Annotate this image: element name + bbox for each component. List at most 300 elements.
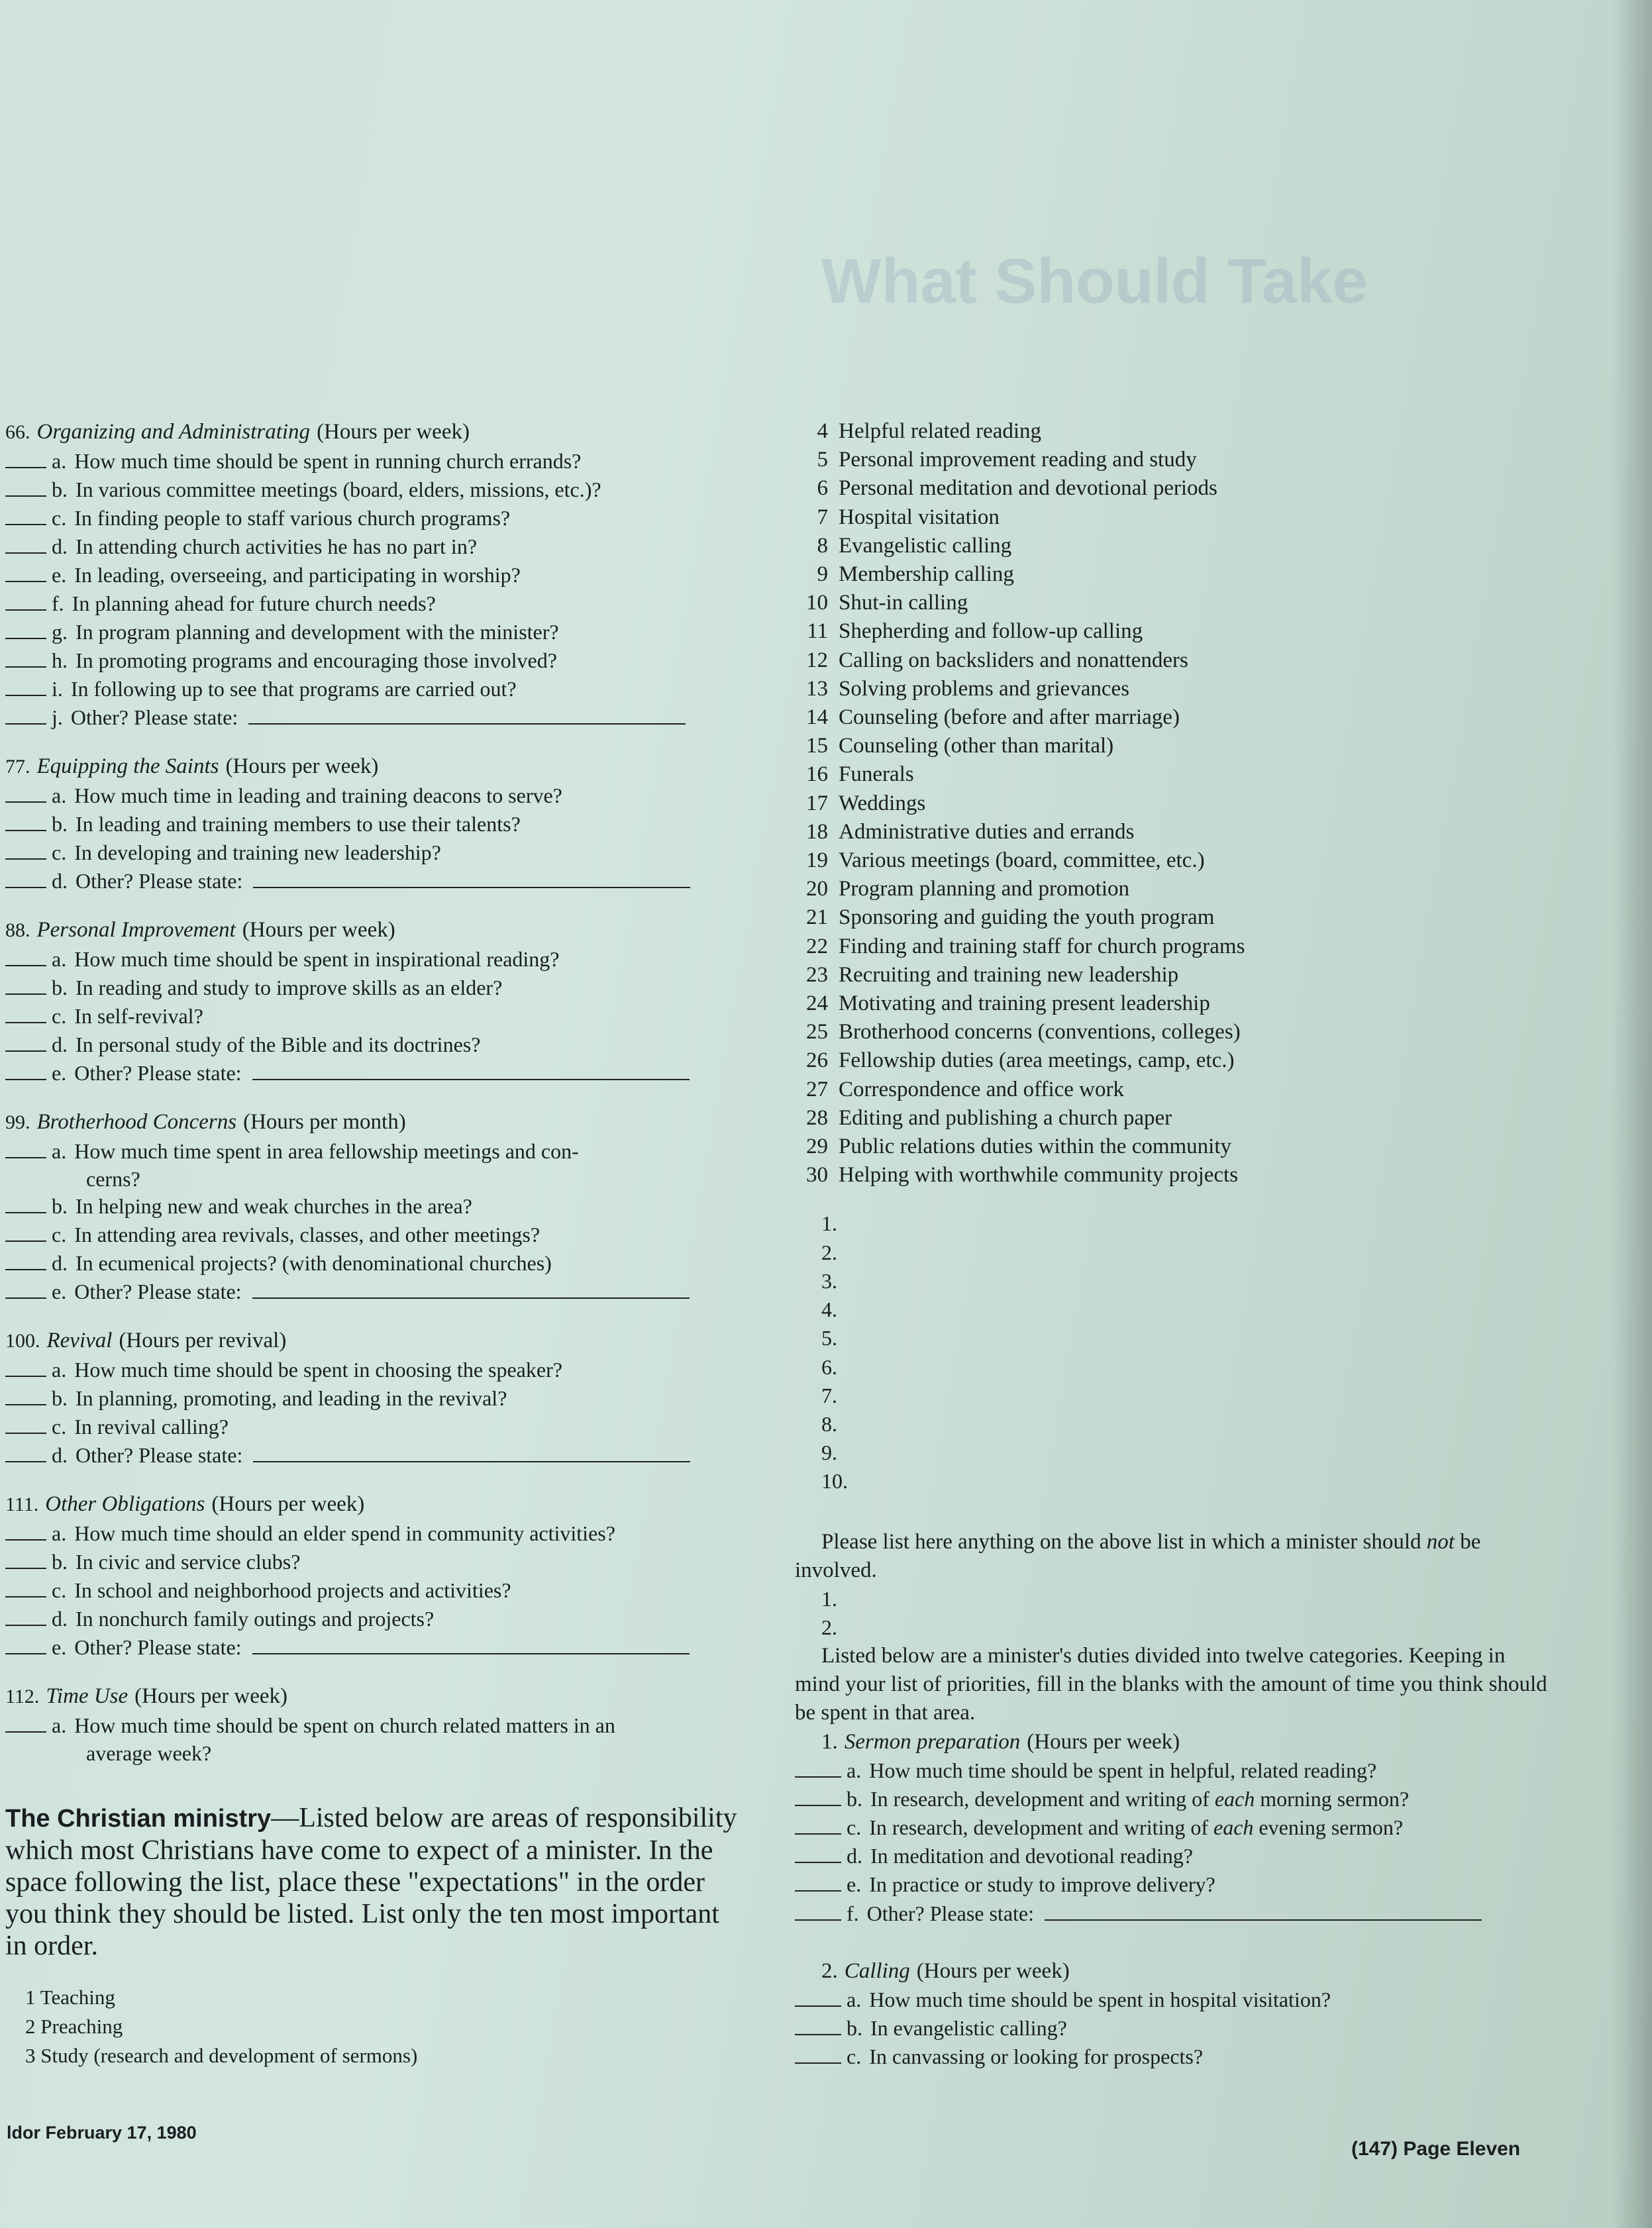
ranking-slot[interactable]: 1. — [821, 1211, 837, 1236]
list-text: Counseling (other than marital) — [839, 734, 1114, 758]
question-item — [5, 1249, 741, 1278]
question-number: 66. — [5, 421, 30, 443]
answer-blank[interactable] — [795, 1861, 841, 1863]
question-heading — [5, 1107, 741, 1137]
answer-blank[interactable] — [5, 694, 46, 696]
answer-blank[interactable] — [5, 637, 46, 639]
question-unit: (Hours per revival) — [119, 1329, 287, 1352]
answer-blank[interactable] — [5, 1539, 46, 1541]
question-item — [5, 1137, 741, 1166]
ranked-item: 1 Teaching — [25, 1986, 115, 2009]
answer-blank[interactable] — [5, 993, 46, 995]
item-letter: d. — [52, 534, 68, 558]
item-text: In reading and study to improve skills as an elder? — [76, 976, 503, 999]
list-item — [795, 1104, 1557, 1133]
item-letter: b. — [52, 1194, 68, 1218]
item-text: In finding people to staff various church programs? — [74, 506, 511, 530]
list-number: 10 — [806, 591, 828, 615]
item-text: In planning ahead for future church needs? — [72, 591, 436, 615]
answer-blank[interactable] — [5, 964, 46, 966]
item-text: In canvassing or looking for prospects? — [869, 2045, 1204, 2069]
list-item — [795, 560, 1557, 589]
item-text: How much time should be spent in helpful, related reading? — [869, 1758, 1377, 1782]
list-item — [795, 417, 1557, 446]
ministry-intro — [5, 1802, 741, 1962]
section-heading — [795, 1727, 1557, 1756]
ranking-slot[interactable]: 7. — [821, 1383, 837, 1407]
item-letter: e. — [52, 1061, 67, 1085]
list-item — [795, 818, 1557, 846]
item-text: In research, development and writing of — [869, 1815, 1214, 1839]
question-heading — [5, 1682, 741, 1711]
item-text: In attending church activities he has no part in? — [76, 534, 478, 558]
question-item — [795, 1756, 1557, 1785]
ranked-item: 3 Study (research and development of sermons) — [25, 2044, 418, 2067]
list-text: Various meetings (board, committee, etc.) — [839, 848, 1205, 873]
list-item — [795, 1046, 1557, 1075]
answer-blank[interactable] — [5, 552, 46, 554]
question-heading — [5, 915, 741, 945]
list-item — [795, 589, 1557, 617]
list-item — [795, 532, 1557, 560]
prompt-text: be involved. — [795, 1529, 1481, 1582]
not-involved-blanks — [795, 1585, 1557, 1642]
question-item — [5, 974, 741, 1002]
question-unit: (Hours per week) — [134, 1684, 288, 1708]
list-item — [795, 646, 1557, 675]
item-letter: c. — [52, 840, 67, 864]
answer-blank[interactable] — [5, 1211, 46, 1213]
item-text: In planning, promoting, and leading in the revival? — [76, 1386, 507, 1410]
question-item — [5, 867, 741, 895]
item-letter: a. — [847, 1758, 862, 1782]
question-title: Time Use — [46, 1684, 129, 1708]
question-item — [5, 1413, 741, 1441]
question-item — [5, 1605, 741, 1633]
list-text: Helping with worthwhile community projects — [839, 1163, 1239, 1188]
question-number: 100. — [5, 1330, 40, 1352]
item-letter: h. — [52, 648, 68, 672]
item-text: morning sermon? — [1255, 1786, 1410, 1811]
answer-blank[interactable] — [795, 1890, 841, 1892]
question-heading — [5, 417, 741, 447]
question-item — [795, 1899, 1557, 1928]
list-text: Personal meditation and devotional periods — [839, 476, 1217, 501]
item-letter: a. — [52, 1358, 67, 1382]
item-text: How much time should be spent in running church errands? — [74, 449, 582, 473]
item-letter: d. — [847, 1844, 862, 1868]
answer-blank[interactable] — [5, 1652, 46, 1654]
list-number: 25 — [806, 1020, 828, 1044]
list-item — [795, 1133, 1557, 1161]
list-text: Counseling (before and after marriage) — [839, 705, 1180, 730]
question-item — [795, 1870, 1557, 1899]
list-text: Administrative duties and errands — [839, 819, 1135, 844]
ranking-slot[interactable]: 3. — [821, 1268, 837, 1293]
item-letter: a. — [52, 1139, 67, 1163]
item-text: Other? Please state: — [74, 1280, 242, 1303]
answer-blank[interactable] — [5, 858, 46, 860]
list-text: Membership calling — [839, 562, 1014, 587]
section-title: Sermon preparation — [844, 1729, 1021, 1754]
question-item — [5, 675, 741, 703]
list-item — [795, 732, 1557, 760]
section-number: 2. — [821, 1958, 838, 1983]
list-text: Helpful related reading — [839, 419, 1042, 443]
write-in-line[interactable] — [248, 723, 686, 725]
answer-blank[interactable] — [5, 1021, 46, 1023]
item-text: In various committee meetings (board, elders, missions, etc.)? — [76, 478, 601, 501]
item-text: In evangelistic calling? — [870, 2015, 1067, 2040]
list-text: Program planning and promotion — [839, 877, 1130, 901]
answer-blank[interactable] — [795, 2033, 841, 2035]
question-item — [795, 2043, 1557, 2071]
item-letter: a. — [847, 1987, 862, 2011]
question-unit: (Hours per week) — [242, 918, 395, 942]
write-in-line[interactable] — [253, 1460, 690, 1462]
answer-blank[interactable] — [795, 1919, 841, 1921]
list-text: Hospital visitation — [839, 505, 1000, 529]
item-letter: a. — [52, 947, 67, 971]
duties-intro: Listed below are a minister's duties divided into twelve categories. Keeping in mind your list of priorities, fill in the blanks with the amount of time you think should be spent in that area. — [795, 1643, 1547, 1725]
write-in-line[interactable] — [252, 1652, 690, 1654]
section-number: 1. — [821, 1729, 838, 1754]
question-item — [5, 1031, 741, 1059]
item-text: In meditation and devotional reading? — [870, 1844, 1193, 1868]
write-in-line[interactable] — [1045, 1919, 1482, 1921]
section-heading — [795, 1956, 1557, 1986]
list-number: 18 — [806, 819, 828, 844]
item-text: Other? Please state: — [70, 705, 238, 729]
prompt-text: Please list here anything on the above list in which a minister should — [821, 1529, 1421, 1554]
question-item — [5, 1711, 741, 1740]
ranking-slot[interactable]: 10. — [821, 1469, 848, 1494]
item-continuation: cerns? — [86, 1167, 140, 1191]
item-text: How much time should be spent in hospital visitation? — [869, 1987, 1331, 2011]
list-number: 8 — [817, 533, 828, 558]
list-number: 17 — [806, 791, 828, 815]
question-item — [5, 476, 741, 504]
item-text: Other? Please state: — [76, 1443, 243, 1467]
item-text: In attending area revivals, classes, and other meetings? — [74, 1223, 541, 1246]
list-number: 23 — [806, 962, 828, 987]
not-involved-slot[interactable]: 1. — [821, 1586, 837, 1611]
item-letter: g. — [52, 620, 68, 644]
answer-blank[interactable] — [795, 2005, 841, 2007]
question-unit: (Hours per week) — [317, 420, 470, 444]
question-item — [5, 1002, 741, 1031]
item-text: How much time in leading and training deacons to serve? — [74, 784, 562, 807]
list-number: 26 — [806, 1048, 828, 1073]
answer-blank[interactable] — [795, 1804, 841, 1806]
question-unit: (Hours per week) — [225, 754, 379, 778]
item-letter: a. — [52, 1713, 67, 1737]
item-letter: c. — [847, 1815, 862, 1839]
left-column — [5, 417, 741, 2070]
item-continuation: average week? — [86, 1741, 212, 1765]
item-text: In leading, overseeing, and participating in worship? — [74, 563, 521, 587]
list-number: 28 — [806, 1105, 828, 1130]
item-text: In personal study of the Bible and its doctrines? — [76, 1033, 481, 1056]
list-text: Public relations duties within the community — [839, 1135, 1232, 1159]
answer-blank[interactable] — [5, 1297, 46, 1299]
list-number: 11 — [807, 619, 828, 644]
list-item — [795, 789, 1557, 818]
item-text: In leading and training members to use their talents? — [76, 812, 521, 836]
write-in-line[interactable] — [252, 1078, 690, 1080]
answer-blank[interactable] — [5, 723, 46, 725]
item-text: How much time should an elder spend in community activities? — [74, 1521, 615, 1545]
list-text: Correspondence and office work — [839, 1077, 1124, 1101]
answer-blank[interactable] — [5, 1624, 46, 1626]
answer-blank[interactable] — [5, 609, 46, 611]
item-letter: i. — [52, 677, 63, 701]
question-item — [5, 1633, 741, 1662]
answer-blank[interactable] — [795, 1833, 841, 1835]
question-unit: (Hours per month) — [243, 1110, 406, 1134]
list-number: 12 — [806, 648, 828, 672]
answer-blank[interactable] — [5, 886, 46, 888]
ranking-slot[interactable]: 4. — [821, 1297, 837, 1322]
item-letter: c. — [52, 1223, 67, 1246]
list-text: Weddings — [839, 791, 926, 815]
item-text: Other? Please state: — [74, 1635, 242, 1659]
ranking-slot[interactable]: 6. — [821, 1354, 837, 1379]
question-item — [5, 646, 741, 675]
list-number: 24 — [806, 991, 828, 1016]
item-letter: b. — [847, 1786, 862, 1811]
answer-blank[interactable] — [5, 1432, 46, 1434]
answer-blank[interactable] — [5, 1268, 46, 1270]
list-item — [795, 961, 1557, 989]
section-title: Calling — [844, 1958, 910, 1983]
answer-blank[interactable] — [5, 580, 46, 582]
list-text: Fellowship duties (area meetings, camp, etc.) — [839, 1048, 1235, 1073]
list-number: 27 — [806, 1077, 828, 1101]
list-item — [795, 474, 1557, 503]
answer-blank[interactable] — [5, 829, 46, 831]
answer-blank[interactable] — [5, 1731, 46, 1733]
list-text: Evangelistic calling — [839, 533, 1012, 558]
list-number: 21 — [806, 905, 828, 930]
item-letter: d. — [52, 1033, 68, 1056]
list-number: 30 — [806, 1163, 828, 1188]
item-letter: f. — [847, 1901, 859, 1925]
question-title: Personal Improvement — [36, 918, 236, 942]
answer-blank[interactable] — [5, 666, 46, 668]
list-text: Recruiting and training new leadership — [839, 962, 1179, 987]
question-heading — [5, 1490, 741, 1519]
list-number: 29 — [806, 1135, 828, 1159]
question-item — [5, 1519, 741, 1548]
answer-blank[interactable] — [5, 1375, 46, 1377]
item-text: Other? Please state: — [74, 1061, 242, 1085]
list-item — [795, 1076, 1557, 1104]
intro-heading: The Christian ministry — [5, 1805, 272, 1833]
question-title: Revival — [46, 1329, 113, 1352]
list-item — [795, 675, 1557, 703]
item-text: How much time should be spent in inspirational reading? — [74, 947, 560, 971]
list-text: Calling on backsliders and nonattenders — [839, 648, 1188, 672]
item-text: How much time spent in area fellowship meetings and con- — [74, 1139, 579, 1163]
question-item — [5, 1059, 741, 1088]
item-letter: d. — [52, 1607, 68, 1631]
ranking-slot[interactable]: 5. — [821, 1326, 837, 1350]
list-item — [795, 846, 1557, 875]
question-title: Equipping the Saints — [36, 754, 219, 778]
list-text: Editing and publishing a church paper — [839, 1105, 1172, 1130]
question-number: 112. — [5, 1686, 40, 1707]
question-number: 111. — [5, 1494, 39, 1515]
item-text: In promoting programs and encouraging those involved? — [76, 648, 557, 672]
list-text: Brotherhood concerns (conventions, colleges) — [839, 1020, 1241, 1044]
item-letter: c. — [52, 506, 67, 530]
list-number: 9 — [817, 562, 828, 587]
question-item — [5, 1576, 741, 1605]
list-text: Shut-in calling — [839, 591, 968, 615]
item-letter: b. — [52, 1386, 68, 1410]
question-item — [5, 810, 741, 838]
list-number: 15 — [806, 734, 828, 758]
item-text: In research, development and writing of — [870, 1786, 1215, 1811]
list-text: Sponsoring and guiding the youth program — [839, 905, 1215, 930]
ranking-slot[interactable]: 2. — [821, 1240, 837, 1264]
item-letter: e. — [52, 1280, 67, 1303]
question-item — [5, 1221, 741, 1249]
ranking-slot[interactable]: 9. — [821, 1441, 837, 1465]
write-in-line[interactable] — [253, 886, 690, 888]
question-item — [5, 838, 741, 867]
answer-blank[interactable] — [5, 1078, 46, 1080]
item-text: In practice or study to improve delivery? — [869, 1872, 1215, 1897]
answer-blank[interactable] — [5, 1460, 46, 1462]
answer-blank[interactable] — [5, 1240, 46, 1242]
question-item — [795, 1986, 1557, 2014]
item-text: In ecumenical projects? (with denominational churches) — [76, 1251, 552, 1275]
list-item — [795, 446, 1557, 474]
item-letter: a. — [52, 784, 67, 807]
question-unit: (Hours per week) — [211, 1492, 365, 1516]
question-title: Organizing and Administrating — [36, 420, 311, 444]
item-text: In civic and service clubs? — [76, 1550, 301, 1574]
ranking-blanks — [795, 1209, 1557, 1495]
question-item — [5, 703, 741, 732]
item-letter: b. — [52, 1550, 68, 1574]
intro-text: —Listed below are areas of responsibility which most Christians have come to expect of a minister. In the space following the list, place these "expectations" in the order you think they should be listed. List only the ten most important in order. — [5, 1803, 737, 1961]
question-title: Brotherhood Concerns — [36, 1110, 237, 1134]
item-text: In self-revival? — [74, 1004, 203, 1028]
list-number: 16 — [806, 762, 828, 787]
item-letter: f. — [52, 591, 64, 615]
list-item — [795, 503, 1557, 532]
list-text: Motivating and training present leadership — [839, 991, 1210, 1016]
item-letter: j. — [52, 705, 63, 729]
list-item — [795, 989, 1557, 1018]
ranked-item: 2 Preaching — [25, 2015, 123, 2038]
question-item — [5, 782, 741, 810]
list-text: Solving problems and grievances — [839, 676, 1129, 701]
not-involved-slot[interactable]: 2. — [821, 1615, 837, 1639]
question-title: Other Obligations — [45, 1492, 205, 1516]
item-letter: b. — [52, 976, 68, 999]
answer-blank[interactable] — [795, 1776, 841, 1778]
list-number: 7 — [817, 505, 828, 529]
footer-date: ldor February 17, 1980 — [7, 2123, 197, 2143]
question-item — [5, 1548, 741, 1576]
question-item — [5, 532, 741, 561]
answer-blank[interactable] — [5, 801, 46, 803]
answer-blank[interactable] — [5, 495, 46, 497]
question-item — [795, 1785, 1557, 1813]
answer-blank[interactable] — [5, 466, 46, 468]
question-number: 99. — [5, 1111, 30, 1133]
item-letter: c. — [847, 2045, 862, 2069]
item-letter: d. — [52, 1443, 68, 1467]
question-item — [5, 1278, 741, 1306]
list-number: 13 — [806, 676, 828, 701]
item-text: In nonchurch family outings and projects? — [76, 1607, 435, 1631]
answer-blank[interactable] — [795, 2062, 841, 2064]
section-unit: (Hours per week) — [1027, 1729, 1180, 1754]
question-item — [795, 1813, 1557, 1842]
answer-blank[interactable] — [5, 523, 46, 525]
answer-blank[interactable] — [5, 1595, 46, 1597]
question-item — [5, 618, 741, 646]
ranking-slot[interactable]: 8. — [821, 1411, 837, 1436]
list-number: 19 — [806, 848, 828, 873]
question-item — [5, 561, 741, 589]
answer-blank[interactable] — [5, 1567, 46, 1569]
question-item — [5, 1192, 741, 1221]
list-number: 4 — [817, 419, 828, 443]
question-item — [795, 1842, 1557, 1870]
list-item — [795, 760, 1557, 789]
write-in-line[interactable] — [252, 1297, 690, 1299]
item-text: In program planning and development with the minister? — [76, 620, 559, 644]
not-involved-prompt — [795, 1528, 1550, 1585]
section-unit: (Hours per week) — [916, 1958, 1070, 1983]
item-letter: d. — [52, 869, 68, 893]
item-text: In revival calling? — [74, 1415, 229, 1439]
item-letter: c. — [52, 1415, 67, 1439]
item-text: How much time should be spent on church related matters in an — [74, 1713, 615, 1737]
answer-blank[interactable] — [5, 1050, 46, 1052]
list-text: Funerals — [839, 762, 914, 787]
item-letter: e. — [847, 1872, 862, 1897]
ranked-list-start — [5, 1983, 741, 2070]
list-item — [795, 875, 1557, 903]
item-text: In developing and training new leadership? — [74, 840, 441, 864]
question-heading — [5, 1326, 741, 1356]
page-number: (147) Page Eleven — [1351, 2138, 1521, 2160]
item-text: In helping new and weak churches in the area? — [76, 1194, 472, 1218]
answer-blank[interactable] — [5, 1403, 46, 1405]
question-item — [5, 1441, 741, 1470]
question-heading — [5, 752, 741, 782]
item-letter: b. — [847, 2015, 862, 2040]
question-item — [5, 945, 741, 974]
list-item — [795, 617, 1557, 646]
item-text: In school and neighborhood projects and activities? — [74, 1578, 511, 1602]
question-item — [5, 589, 741, 618]
list-number: 5 — [817, 448, 828, 472]
list-text: Finding and training staff for church programs — [839, 934, 1245, 958]
right-column — [795, 417, 1557, 2071]
item-letter: c. — [52, 1004, 67, 1028]
list-item — [795, 903, 1557, 932]
item-letter: a. — [52, 449, 67, 473]
answer-blank[interactable] — [5, 1156, 46, 1158]
